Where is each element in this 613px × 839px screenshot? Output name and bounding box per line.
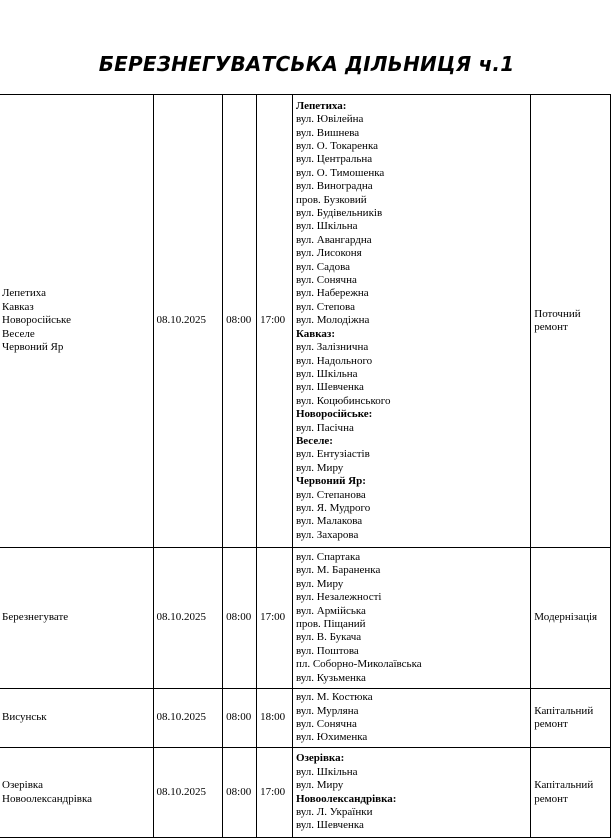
street-name: вул. Незалежності [295,591,382,604]
table-row [0,689,611,748]
schedule-table-body [0,95,611,838]
work-type-text: Капітальний [534,779,594,792]
street-name: вул. Набережна [295,287,369,300]
street-name: пров. Бузковий [295,193,367,206]
time-to-cell: 18:00 [257,689,293,748]
street-name: вул. Вишнева [295,126,360,139]
table-row [0,95,611,548]
time-to-cell: 17:00 [257,95,293,548]
settlement-name: Червоний Яр [2,341,64,354]
locality-header: Веселе: [295,434,333,447]
street-name: вул. О. Токаренка [295,140,379,153]
date-cell: 08.10.2025 [153,748,223,838]
settlement-name: Березнегувате [2,611,69,624]
table-row [0,748,611,838]
locality-header: Новоросійське: [295,408,373,421]
street-name: вул. Центральна [295,153,373,166]
settlement-name: Кавказ [2,300,34,313]
page-title: БЕРЕЗНЕГУВАТСЬКА ДІЛЬНИЦЯ ч.1 [98,52,515,76]
street-name: вул. Сонячна [295,718,357,730]
settlement-name: Новоросійське [2,314,72,327]
street-name: вул. Виноградна [295,180,373,193]
street-name: вул. М. Бараненка [295,564,381,577]
date-cell: 08.10.2025 [153,689,223,748]
settlement-name: Висунськ [2,711,47,724]
street-name: вул. Захарова [295,528,359,541]
street-name: вул. Шкільна [295,367,358,380]
street-name: вул. Шкільна [295,220,358,233]
time-from-cell: 08:00 [223,689,257,748]
locality-header: Озерівка: [295,752,345,765]
street-name: вул. Ентузіастів [295,448,370,461]
street-name: вул. В. Букача [295,631,362,644]
street-name: вул. Юхименка [295,731,368,744]
streets-cell [292,748,530,838]
street-name: вул. Будівельників [295,207,383,220]
street-name: вул. Мурляна [295,704,359,717]
table-row [0,548,611,689]
work-type-text: Капітальний [534,704,594,717]
street-name: вул. Степанова [295,488,366,501]
street-name: вул. Лисоконя [295,247,362,260]
street-name: вул. Поштова [295,644,359,657]
street-name: вул. Надольного [295,354,373,367]
locality-header: Червоний Яр: [295,475,366,488]
street-name: вул. Кузьменка [295,671,366,684]
street-name: вул. Молодіжна [295,314,370,327]
street-name: вул. Степова [295,300,355,313]
work-type-text: Поточний [534,307,581,320]
time-from-cell: 08:00 [223,748,257,838]
street-name: вул. Шкільна [295,765,358,778]
street-name: вул. Залізнична [295,341,369,354]
street-name: вул. М. Костюка [295,691,373,704]
street-name: пл. Соборно-Миколаївська [295,658,422,671]
work-type-cell [531,548,611,689]
locality-header: Кавказ: [295,327,335,340]
settlement-name: Новоолександрівка [2,792,93,805]
street-name: вул. Миру [295,461,344,474]
street-name: вул. Коцюбинського [295,394,391,407]
settlement-name: Озерівка [2,779,43,792]
schedule-table [0,94,611,838]
work-type-text: Модернізація [534,611,598,624]
street-name: вул. Шевченка [295,819,364,832]
street-name: вул. Садова [295,260,351,273]
street-name: пров. Піщаний [295,618,366,630]
street-name: вул. Пасічна [295,421,354,434]
work-type-text: ремонт [534,792,568,805]
time-from-cell: 08:00 [223,548,257,689]
locality-header: Лепетиха: [295,99,347,112]
work-type-text: ремонт [534,321,568,333]
street-name: вул. Л. Українки [295,805,373,818]
street-name: вул. Авангардна [295,233,372,246]
street-name: вул. О. Тимошенка [295,166,385,179]
time-from-cell: 08:00 [223,95,257,548]
street-name: вул. Сонячна [295,274,357,287]
street-name: вул. Малакова [295,515,363,528]
time-to-cell: 17:00 [257,748,293,838]
settlements-cell [0,95,153,548]
date-cell: 08.10.2025 [153,95,223,548]
locality-header: Новоолександрівка: [295,792,397,805]
settlements-cell [0,548,153,689]
work-type-cell [531,689,611,748]
streets-cell [292,689,530,748]
settlement-name: Лепетиха [2,287,46,300]
work-type-cell [531,95,611,548]
street-name: вул. Я. Мудрого [295,501,371,514]
street-name: вул. Миру [295,779,344,792]
street-name: вул. Армійська [295,604,366,617]
streets-cell [292,95,530,548]
street-name: вул. Спартака [295,550,361,563]
settlement-name: Веселе [2,327,35,340]
settlements-cell [0,689,153,748]
work-type-text: ремонт [534,718,568,730]
date-cell: 08.10.2025 [153,548,223,689]
streets-cell [292,548,530,689]
settlements-cell [0,748,153,838]
street-name: вул. Шевченка [295,381,364,394]
street-name: вул. Миру [295,577,344,590]
street-name: вул. Ювілейна [295,113,364,126]
work-type-cell [531,748,611,838]
time-to-cell: 17:00 [257,548,293,689]
